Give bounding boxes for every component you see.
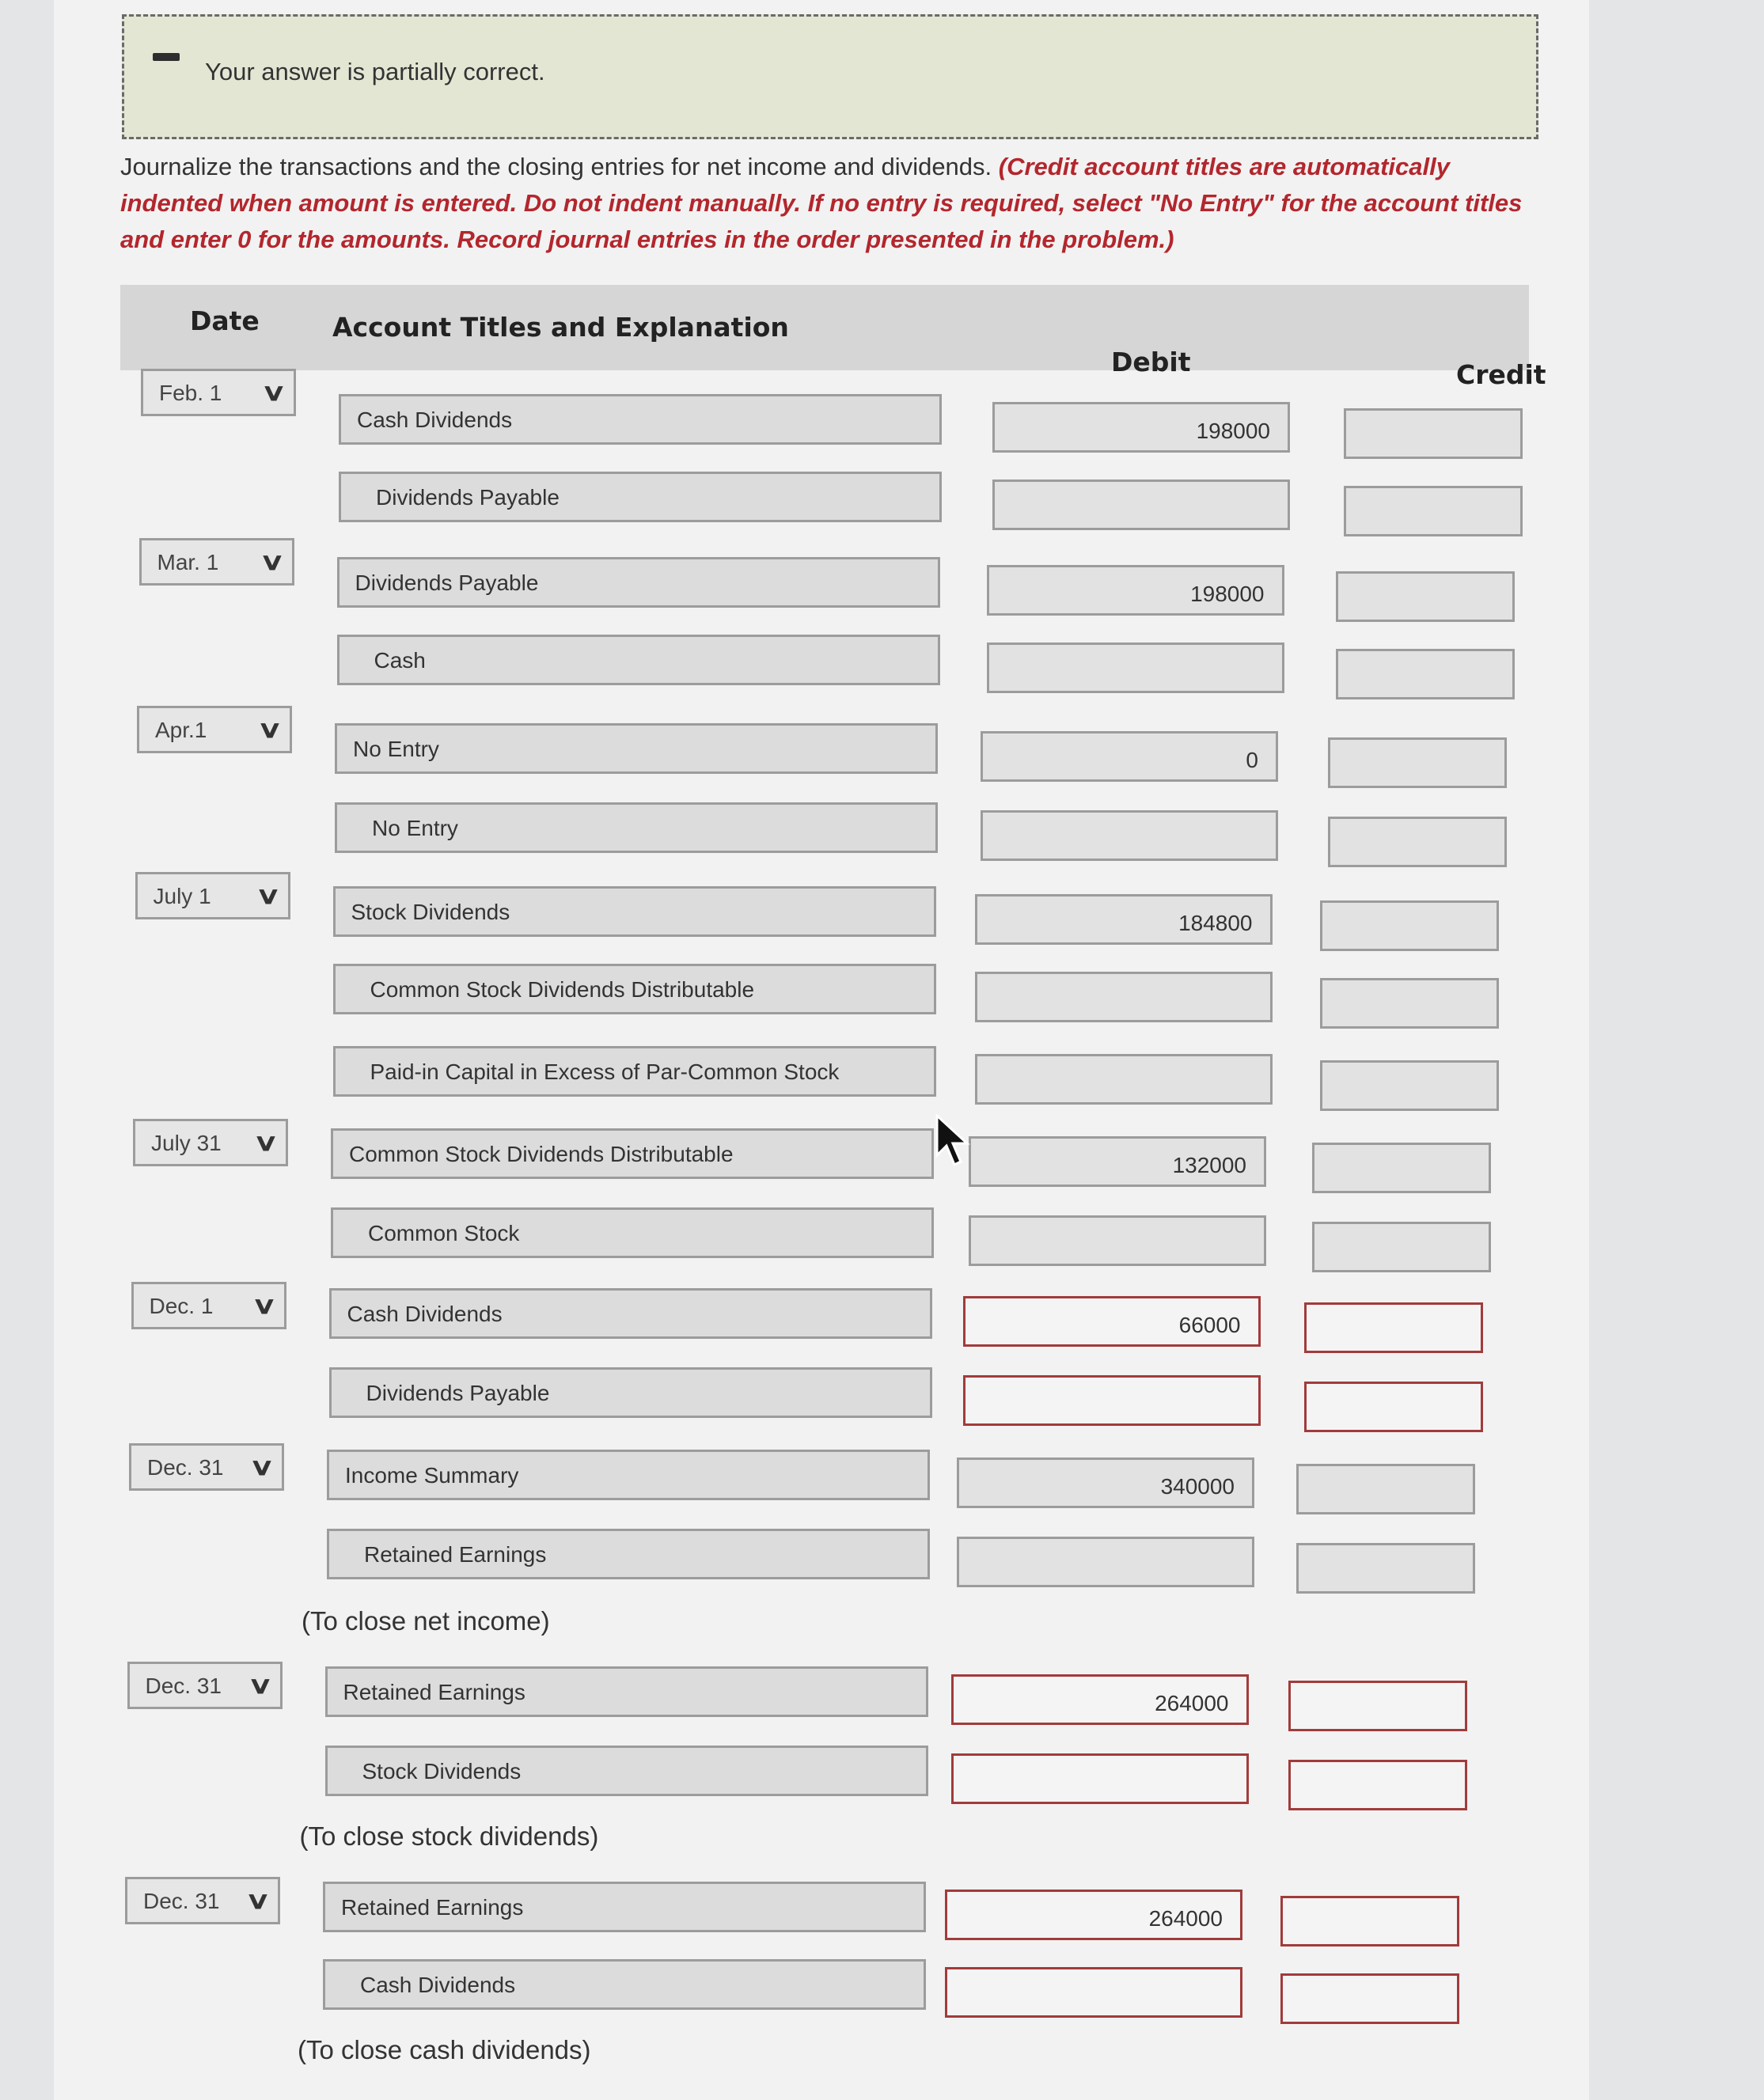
header-debit: Debit (1111, 347, 1191, 377)
debit-value: 264000 (1148, 1906, 1223, 1931)
date-select-value: Dec. 31 (143, 1889, 220, 1913)
debit-input[interactable] (951, 1753, 1249, 1804)
debit-value: 184800 (1178, 911, 1253, 935)
instructions (120, 149, 1545, 258)
debit-value: 340000 (1160, 1474, 1235, 1499)
debit-input[interactable] (975, 972, 1273, 1022)
credit-input[interactable] (1312, 1222, 1491, 1272)
date-select[interactable] (131, 1282, 286, 1329)
chevron-down-icon: ∨ (245, 1888, 271, 1914)
header-account: Account Titles and Explanation (332, 312, 789, 343)
debit-input[interactable] (957, 1457, 1254, 1508)
credit-input[interactable] (1320, 1060, 1499, 1111)
account-title-input[interactable] (337, 635, 940, 685)
debit-value: 66000 (1178, 1313, 1241, 1337)
feedback-message: Your answer is partially correct. (205, 58, 545, 85)
credit-input[interactable] (1304, 1302, 1483, 1353)
header-credit: Credit (1456, 359, 1546, 390)
date-select[interactable] (129, 1443, 284, 1491)
debit-input[interactable] (981, 810, 1278, 861)
credit-input[interactable] (1344, 486, 1523, 536)
date-select[interactable] (125, 1877, 280, 1924)
date-select[interactable] (141, 369, 296, 416)
account-title-input[interactable] (329, 1288, 932, 1339)
credit-input[interactable] (1336, 571, 1515, 622)
debit-input[interactable] (963, 1296, 1261, 1347)
account-title-value: Dividends Payable (366, 1381, 550, 1405)
date-select-value: Dec. 31 (147, 1455, 224, 1480)
header-date: Date (190, 305, 260, 336)
account-title-value: Stock Dividends (351, 900, 510, 924)
credit-input[interactable] (1320, 900, 1499, 951)
account-title-value: Cash Dividends (360, 1973, 516, 1997)
entry-explanation: (To close stock dividends) (299, 1821, 599, 1851)
debit-input[interactable] (992, 402, 1290, 453)
credit-input[interactable] (1304, 1382, 1483, 1432)
date-select[interactable] (135, 872, 290, 919)
feedback-banner (122, 14, 1538, 139)
debit-input[interactable] (957, 1537, 1254, 1587)
table-header (120, 285, 1546, 390)
account-title-input[interactable] (325, 1666, 928, 1717)
chevron-down-icon: ∨ (251, 1293, 277, 1319)
account-title-value: Dividends Payable (355, 570, 539, 595)
account-title-input[interactable] (333, 964, 936, 1014)
debit-value: 264000 (1155, 1691, 1229, 1715)
account-title-value: Common Stock Dividends Distributable (370, 977, 755, 1002)
credit-input[interactable] (1288, 1760, 1467, 1810)
account-title-input[interactable] (331, 1207, 934, 1258)
credit-input[interactable] (1296, 1464, 1475, 1514)
account-title-input[interactable] (323, 1959, 926, 2010)
date-select-value: July 1 (153, 884, 211, 908)
account-title-value: Cash (374, 648, 426, 673)
chevron-down-icon: ∨ (259, 549, 285, 575)
debit-input[interactable] (975, 894, 1273, 945)
chevron-down-icon: ∨ (256, 717, 283, 743)
account-title-value: Stock Dividends (362, 1759, 522, 1783)
debit-value: 132000 (1172, 1153, 1246, 1177)
account-title-value: No Entry (353, 737, 439, 761)
account-title-value: Common Stock (368, 1221, 520, 1245)
mouse-pointer-icon (935, 1114, 972, 1169)
chevron-down-icon: ∨ (247, 1673, 273, 1699)
debit-input[interactable] (945, 1967, 1242, 2018)
debit-input[interactable] (951, 1674, 1249, 1725)
credit-input[interactable] (1288, 1681, 1467, 1731)
instructions-text: Journalize the transactions and the closing entries for net income and dividends. (120, 153, 999, 180)
account-title-input[interactable] (329, 1367, 932, 1418)
account-title-input[interactable] (335, 802, 938, 853)
account-title-input[interactable] (327, 1529, 930, 1579)
date-select-value: Mar. 1 (157, 550, 219, 574)
minus-icon (153, 53, 180, 61)
date-select[interactable] (139, 538, 294, 586)
debit-input[interactable] (945, 1890, 1242, 1940)
debit-input[interactable] (987, 565, 1284, 616)
debit-input[interactable] (969, 1215, 1266, 1266)
credit-input[interactable] (1344, 408, 1523, 459)
account-title-value: Retained Earnings (343, 1680, 525, 1704)
debit-input[interactable] (963, 1375, 1261, 1426)
account-title-input[interactable] (325, 1746, 928, 1796)
account-title-input[interactable] (339, 472, 942, 522)
chevron-down-icon: ∨ (252, 1130, 279, 1156)
date-select[interactable] (133, 1119, 288, 1166)
credit-input[interactable] (1320, 978, 1499, 1029)
account-title-value: Cash Dividends (357, 407, 513, 432)
account-title-value: Retained Earnings (364, 1542, 547, 1567)
account-title-input[interactable] (337, 557, 940, 608)
account-title-input[interactable] (339, 394, 942, 445)
credit-input[interactable] (1328, 737, 1507, 788)
debit-input[interactable] (969, 1136, 1266, 1187)
account-title-value: Common Stock Dividends Distributable (349, 1142, 734, 1166)
chevron-down-icon: ∨ (248, 1454, 275, 1480)
entry-explanation: (To close cash dividends) (298, 2035, 591, 2064)
account-title-input[interactable] (323, 1882, 926, 1932)
date-select-value: Dec. 1 (149, 1294, 214, 1318)
credit-input[interactable] (1312, 1143, 1491, 1193)
credit-input[interactable] (1328, 817, 1507, 867)
account-title-value: Income Summary (345, 1463, 519, 1488)
account-title-value: Paid-in Capital in Excess of Par-Common Stock (370, 1059, 840, 1084)
account-title-input[interactable] (327, 1450, 930, 1500)
debit-value: 0 (1246, 748, 1258, 772)
date-select[interactable] (137, 706, 292, 753)
date-select-value: Feb. 1 (159, 381, 222, 405)
date-select-value: Dec. 31 (145, 1674, 222, 1698)
debit-value: 198000 (1190, 582, 1265, 606)
credit-input[interactable] (1280, 1896, 1459, 1946)
date-select-value: July 31 (151, 1131, 222, 1155)
account-title-value: Cash Dividends (347, 1302, 503, 1326)
debit-input[interactable] (975, 1054, 1273, 1105)
credit-input[interactable] (1280, 1973, 1459, 2024)
date-select-value: Apr.1 (155, 718, 207, 742)
chevron-down-icon: ∨ (255, 883, 281, 909)
chevron-down-icon: ∨ (260, 380, 287, 406)
debit-input[interactable] (987, 643, 1284, 693)
credit-input[interactable] (1296, 1543, 1475, 1594)
date-select[interactable] (127, 1662, 283, 1709)
account-title-input[interactable] (335, 723, 938, 774)
debit-input[interactable] (981, 731, 1278, 782)
account-title-value: Dividends Payable (376, 485, 560, 510)
account-title-input[interactable] (333, 886, 936, 937)
account-title-value: Retained Earnings (341, 1895, 524, 1920)
entry-explanation: (To close net income) (302, 1606, 550, 1636)
account-title-value: No Entry (372, 816, 458, 840)
account-title-input[interactable] (331, 1128, 934, 1179)
debit-value: 198000 (1196, 419, 1270, 443)
instructions-emphasis: (Credit account titles are automatically indented when amount is entered. Do not indent manually. If no entry is required, select "No Entry" for the account titles and enter 0 for the amounts. Record journal entries in the order presented in the problem.) (120, 153, 1523, 253)
debit-input[interactable] (992, 480, 1290, 530)
account-title-input[interactable] (333, 1046, 936, 1097)
credit-input[interactable] (1336, 649, 1515, 699)
